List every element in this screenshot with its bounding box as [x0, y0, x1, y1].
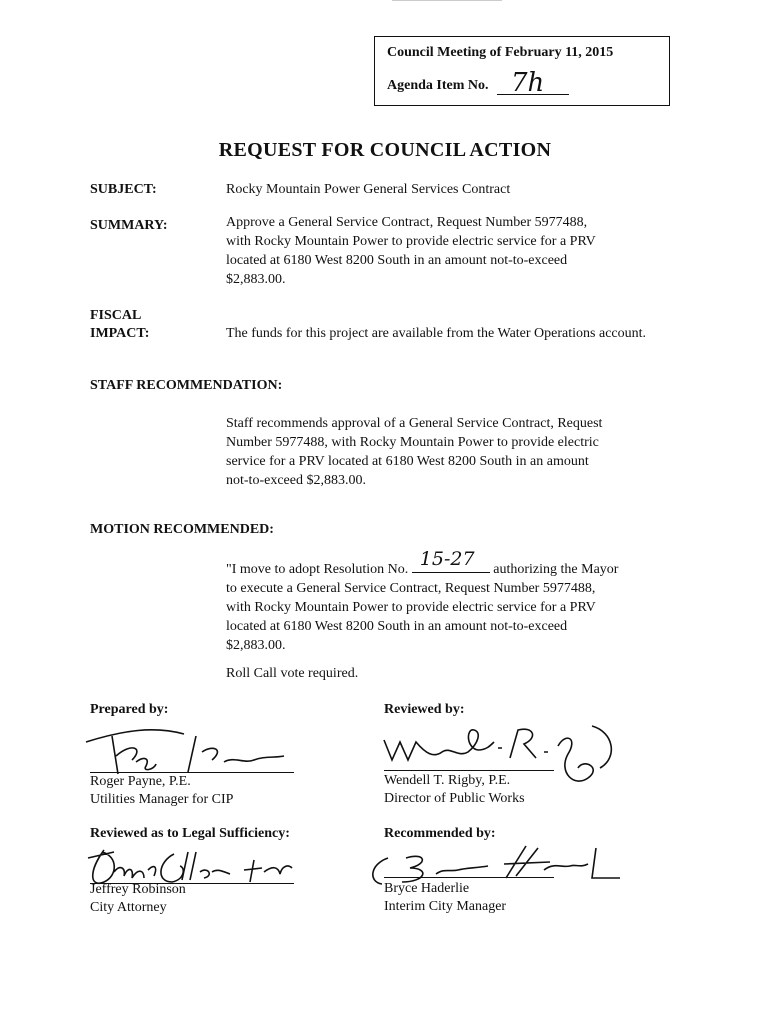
fiscal-impact-text: The funds for this project are available from the Water Operations account.: [226, 326, 647, 341]
summary-line: $2,883.00.: [226, 272, 286, 287]
impact-label: IMPACT:: [90, 326, 150, 341]
reviewed-by-title: Director of Public Works: [384, 791, 525, 806]
summary-line: located at 6180 West 8200 South in an amount not-to-exceed: [226, 253, 568, 268]
reviewed-by-name: Wendell T. Rigby, P.E.: [384, 773, 511, 788]
agenda-item-number: 7h: [511, 68, 545, 98]
prepared-by-title: Utilities Manager for CIP: [90, 792, 234, 807]
staff-line: Number 5977488, with Rocky Mountain Power to provide electric: [226, 435, 599, 450]
subject-text: Rocky Mountain Power General Services Contract: [226, 182, 511, 197]
legal-review-title: City Attorney: [90, 900, 167, 915]
recommended-signature-line: [384, 877, 554, 878]
motion-intro: "I move to adopt Resolution No.: [226, 562, 409, 577]
prepared-by-heading: Prepared by:: [90, 702, 169, 717]
summary-label: SUMMARY:: [90, 218, 168, 233]
recommended-by-name: Bryce Haderlie: [384, 881, 470, 896]
reviewed-by-heading: Reviewed by:: [384, 702, 465, 717]
staff-line: service for a PRV located at 6180 West 8200 South in an amount: [226, 454, 589, 469]
motion-text: [226, 548, 678, 655]
motion-line: with Rocky Mountain Power to provide electric service for a PRV: [226, 600, 596, 615]
staff-recommendation-text: [226, 414, 678, 490]
agenda-item-label: Agenda Item No.: [387, 78, 489, 93]
motion-recommended-heading: MOTION RECOMMENDED:: [90, 522, 274, 537]
prepared-by-name: Roger Payne, P.E.: [90, 774, 191, 789]
meeting-date: Council Meeting of February 11, 2015: [387, 45, 614, 60]
motion-line: $2,883.00.: [226, 638, 286, 653]
motion-intro-end: authorizing the Mayor: [493, 562, 619, 577]
resolution-number-field: [412, 548, 490, 573]
summary-line: Approve a General Service Contract, Request Number 5977488,: [226, 215, 588, 230]
motion-line: to execute a General Service Contract, Request Number 5977488,: [226, 581, 596, 596]
top-edge-rule: [392, 0, 502, 1]
summary-text: [226, 213, 678, 289]
roll-call-note: Roll Call vote required.: [226, 666, 359, 681]
resolution-number: 15-27: [419, 548, 475, 570]
staff-line: Staff recommends approval of a General Service Contract, Request: [226, 416, 603, 431]
subject-label: SUBJECT:: [90, 182, 157, 197]
legal-review-heading: Reviewed as to Legal Sufficiency:: [90, 826, 290, 841]
meeting-info-box: [374, 36, 670, 106]
staff-recommendation-heading: STAFF RECOMMENDATION:: [90, 378, 283, 393]
recommended-by-heading: Recommended by:: [384, 826, 496, 841]
fiscal-label: FISCAL: [90, 308, 142, 323]
staff-line: not-to-exceed $2,883.00.: [226, 473, 366, 488]
legal-review-name: Jeffrey Robinson: [90, 882, 186, 897]
document-title: REQUEST FOR COUNCIL ACTION: [218, 139, 552, 161]
motion-line-1: [226, 548, 678, 579]
motion-line: located at 6180 West 8200 South in an amount not-to-exceed: [226, 619, 568, 634]
recommended-by-title: Interim City Manager: [384, 899, 507, 914]
summary-line: with Rocky Mountain Power to provide electric service for a PRV: [226, 234, 596, 249]
